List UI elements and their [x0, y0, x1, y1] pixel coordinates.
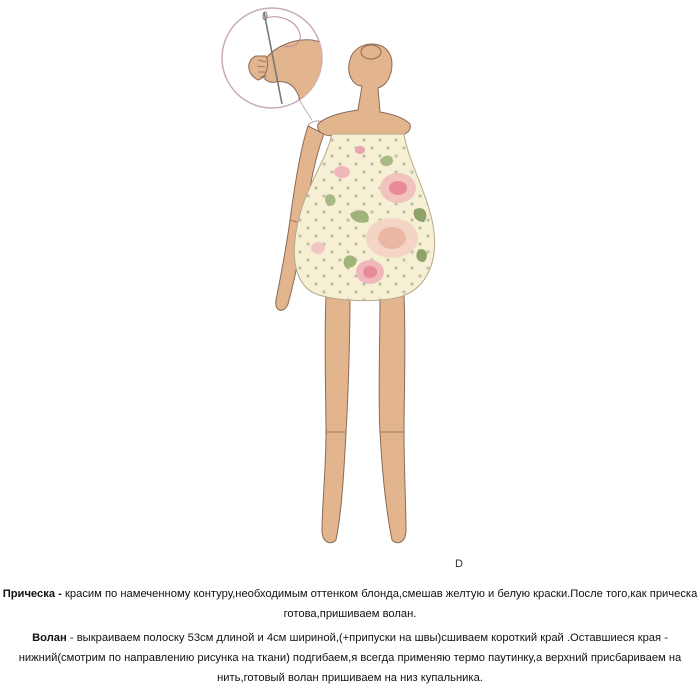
hair-term: Прическа - — [2, 588, 62, 600]
hair-text: красим по намеченному контуру,необходимым оттенком блонда,смешав желтую и белую краски.После того,как прическа готова,пришиваем волан. — [61, 588, 698, 620]
hair-instruction — [0, 584, 700, 624]
ruffle-text: - выкраиваем полоску 53см длиной и 4см шириной,(+припуски на швы)сшиваем короткий край .Оставшиеся края - нижний(смотрим по направлению рисунка на ткани) подгибаем,я всегда применяю термо паутинку,а верхний присбариваем на нить,готовый волан пришиваем на низ купальника. — [18, 632, 682, 684]
doll-figure — [276, 44, 435, 543]
page-letter: D — [455, 558, 463, 570]
ruffle-instruction — [0, 628, 700, 688]
zoom-detail — [222, 8, 330, 133]
ruffle-term: Волан — [32, 632, 67, 644]
